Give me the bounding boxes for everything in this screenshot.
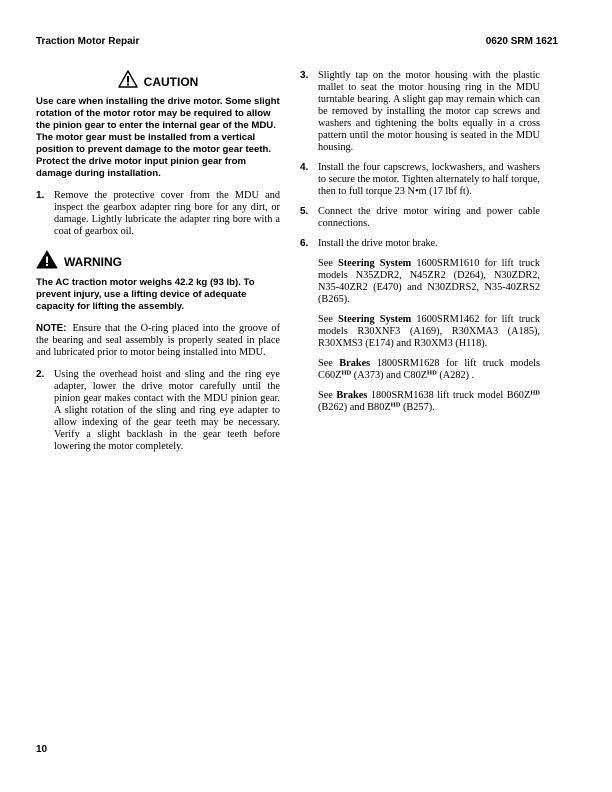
step-text: Remove the protective cover from the MDU and inspect the gearbox adapter ring bore for any dirt, or damage. Lightly lubricate the adapter ring bore with a coat of gearbox oil. (54, 190, 280, 237)
caution-title: CAUTION (143, 74, 199, 89)
ref-superscript: HD (390, 401, 401, 409)
ref-manual-title: Steering System (338, 314, 412, 325)
ref-text: 1800SRM1628 for lift truck models C60Z (318, 358, 541, 381)
reference-steering-1 (318, 258, 540, 306)
ref-text: 1800SRM1638 lift truck model B60Z (370, 390, 531, 401)
warning-title: WARNING (64, 255, 122, 269)
note-text: Ensure that the O-ring placed into the groove of the bearing and seal assembly is properly seated in place and lubricated prior to motor being installed into MDU. (36, 323, 280, 358)
reference-brakes-1 (318, 358, 540, 382)
running-header-title: Traction Motor Repair (36, 36, 140, 47)
warning-triangle-icon (36, 250, 58, 274)
ref-manual-title: Brakes (339, 358, 371, 369)
page-number: 10 (36, 744, 48, 755)
note-paragraph (36, 323, 280, 359)
step-2 (36, 369, 280, 453)
step-number: 6. (300, 238, 309, 249)
step-text: Install the four capscrews, lockwashers, and washers to secure the motor. Tighten alternately to half torque, then to full torque 23 N•m (17 lbf ft). (318, 162, 540, 197)
note-label: NOTE: (36, 323, 67, 334)
step-text: Using the overhead hoist and sling and the ring eye adapter, lower the drive motor carefully until the pinion gear makes contact with the MDU pinion gear. A slight rotation of the sling and ring eye adapter to allow indexing of the gear teeth may be necessary. Verify a slight backlash in the gear teeth before lowering the motor completely. (54, 369, 280, 452)
ref-superscript: HD (341, 369, 352, 377)
step-text: Slightly tap on the motor housing with the plastic mallet to seat the motor housing ring in the MDU turntable bearing. A slight gap may remain which can be removed by installing the motor cap screws and washers and tightening the bolts equally in a cross pattern until the motor housing is seated in the MDU housing. (318, 70, 540, 153)
step-number: 4. (300, 162, 309, 173)
ref-see: See (318, 390, 333, 401)
step-number: 1. (36, 190, 45, 201)
caution-triangle-icon (118, 70, 138, 93)
step-6 (300, 238, 540, 250)
step-3 (300, 70, 540, 154)
running-header-doc-number: 0620 SRM 1621 (485, 36, 558, 47)
ref-text: (B257). (400, 402, 435, 413)
step-4 (300, 162, 540, 198)
ref-superscript: HD (427, 369, 437, 377)
warning-block (36, 250, 280, 313)
ref-see: See (318, 358, 333, 369)
step-1 (36, 190, 280, 238)
step-number: 5. (300, 206, 309, 217)
ref-text: (A282) . (436, 370, 475, 381)
warning-heading (36, 250, 280, 274)
left-column (36, 70, 280, 453)
caution-block (36, 70, 280, 180)
ref-manual-title: Brakes (336, 390, 368, 401)
step-text: Connect the drive motor wiring and power cable connections. (318, 206, 540, 229)
ref-superscript: HD (530, 389, 540, 397)
right-column (300, 70, 540, 414)
caution-heading (36, 70, 280, 93)
ref-text: (A373) and C80Z (351, 370, 428, 381)
caution-text: Use care when installing the drive motor. Some slight rotation of the motor rotor may be required to allow the pinion gear to enter the internal gear of the MDU. The motor gear must be installed from a vertical position to prevent damage to the motor gear teeth. Protect the drive motor input pinion gear from damage during installation. (36, 96, 280, 179)
step-number: 2. (36, 369, 45, 380)
ref-see: See (318, 314, 333, 325)
warning-text: The AC traction motor weighs 42.2 kg (93 lb). To prevent injury, use a lifting device of adequate capacity for lifting the assembly. (36, 277, 255, 312)
ref-see: See (318, 258, 333, 269)
ref-text: 1600SRM1462 for lift truck models R30XNF3 (A169), R30XMA3 (A185), R30XMS3 (E174) and R30XM3 (H118). (318, 314, 540, 349)
reference-steering-2 (318, 314, 540, 350)
step-number: 3. (300, 70, 309, 81)
reference-brakes-2 (318, 390, 540, 414)
ref-text: 1600SRM1610 for lift truck models N35ZDR2, N45ZR2 (D264), N30ZDR2, N35-40ZR2 (E470) and N30ZDRS2, N35-40ZRS2 (B265). (318, 258, 540, 305)
step-5 (300, 206, 540, 230)
ref-text: (B262) and B80Z (318, 402, 391, 413)
step-text: Install the drive motor brake. (318, 238, 438, 249)
ref-manual-title: Steering System (338, 258, 412, 269)
